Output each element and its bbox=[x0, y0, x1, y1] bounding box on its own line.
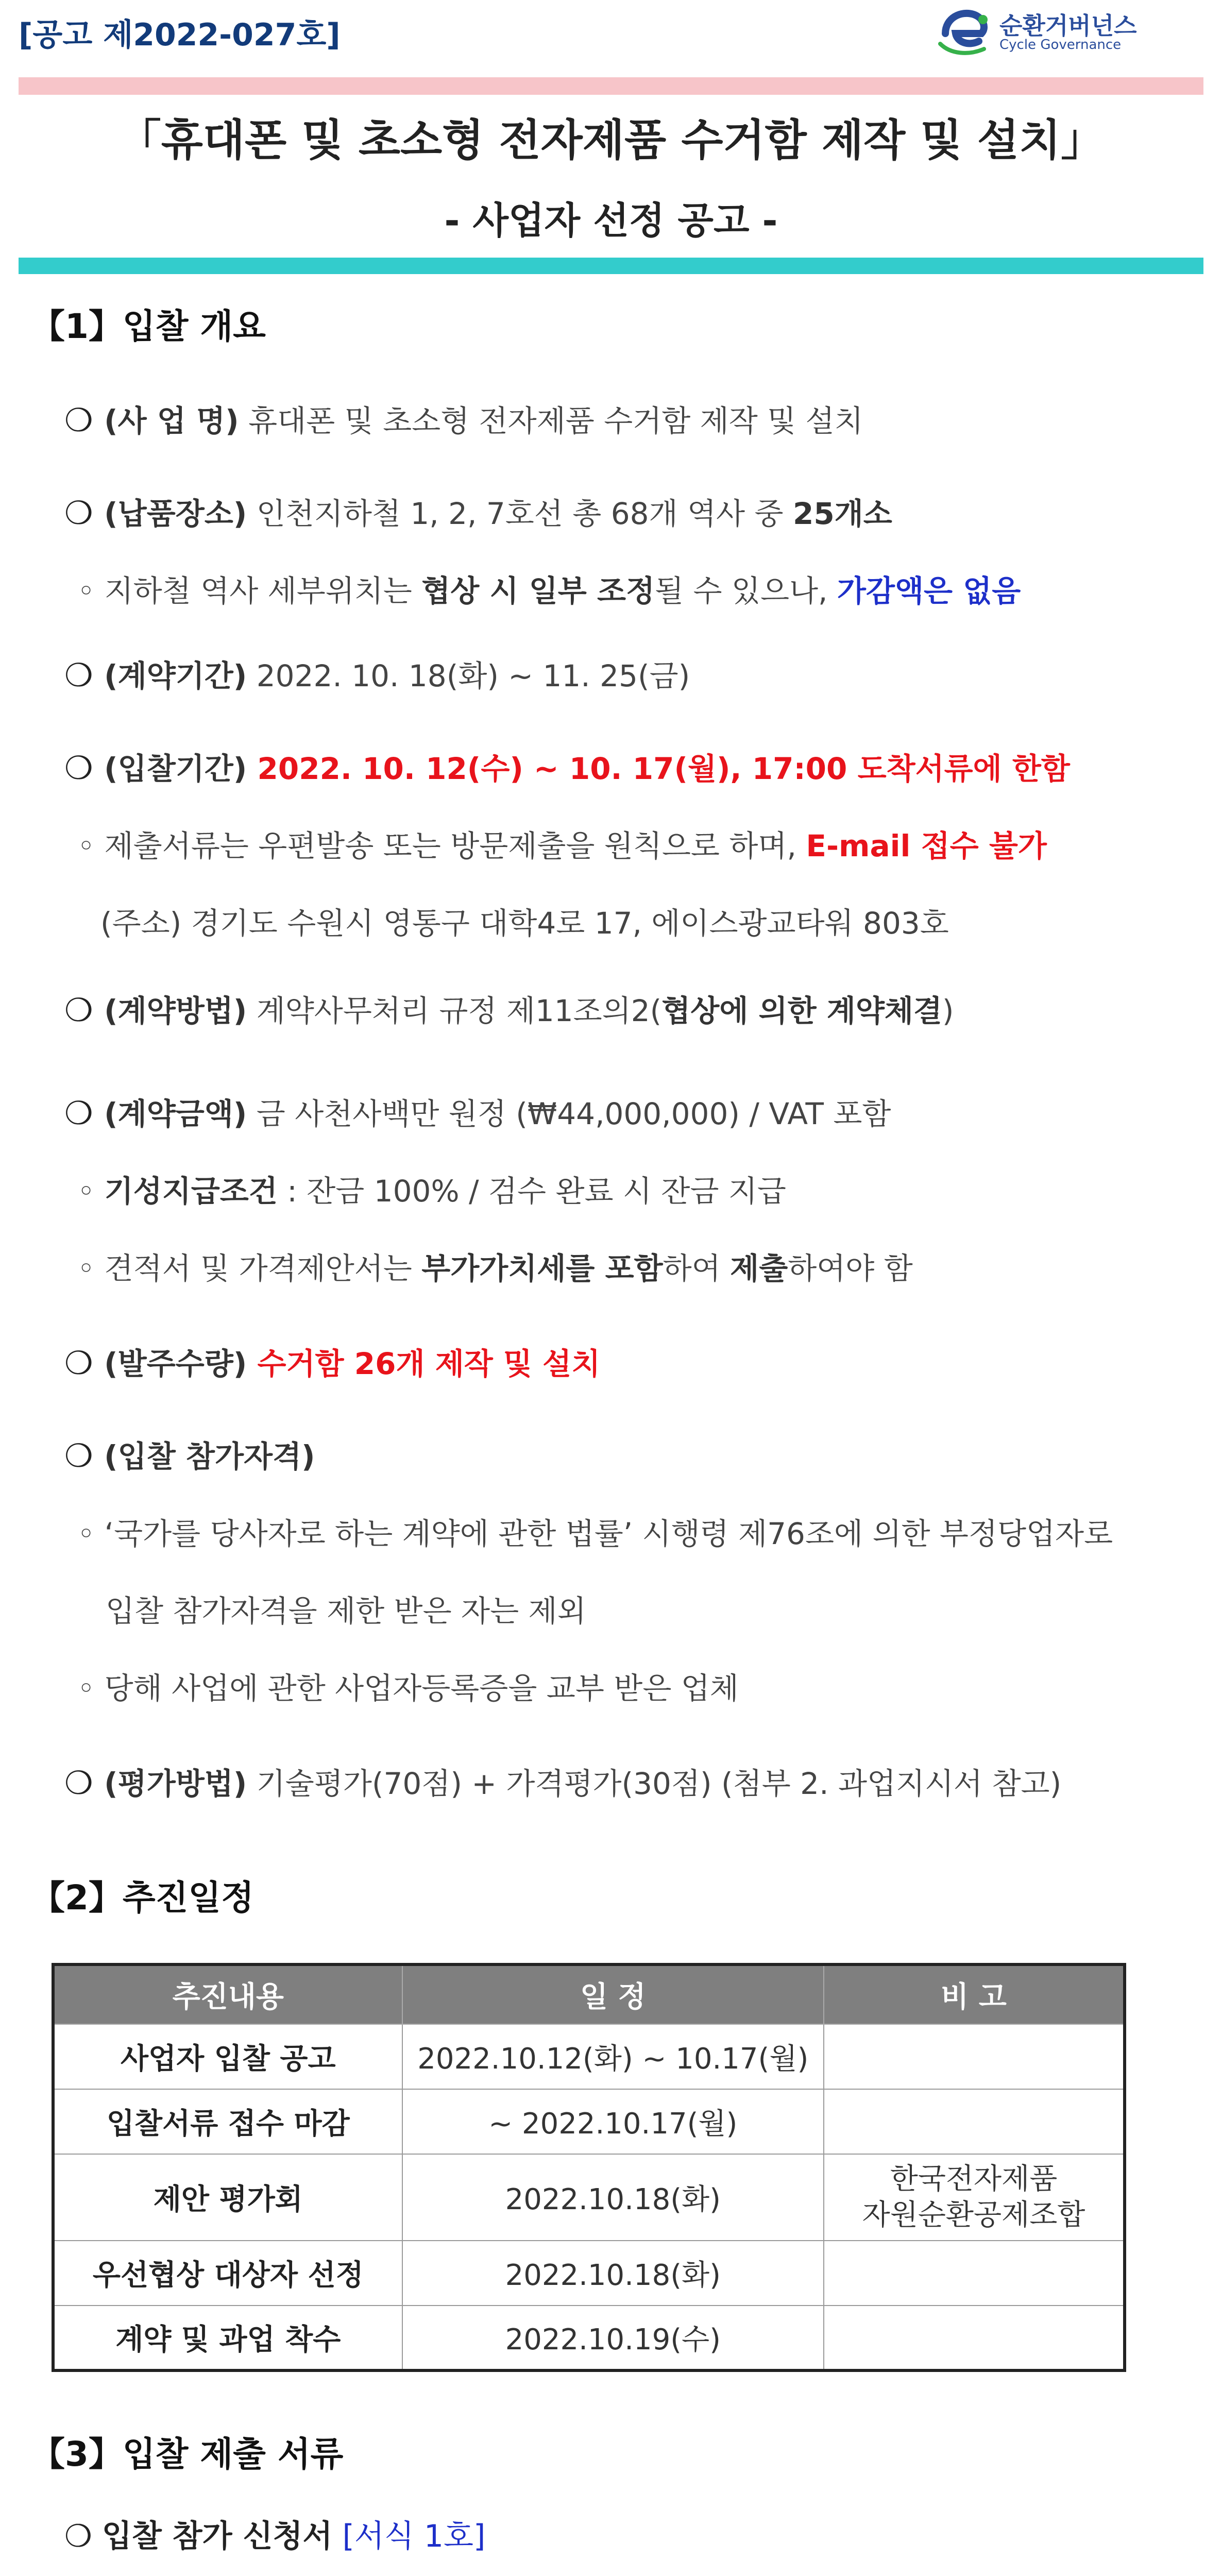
column-header: 일 정 bbox=[402, 1964, 824, 2024]
table-header-row bbox=[53, 1964, 1125, 2024]
note-line: 자원순환공제조합 bbox=[862, 2198, 1085, 2232]
evaluation-method-value: 기술평가(70점) + 가격평가(30점) (첨부 2. 과업지시서 참고) bbox=[247, 1766, 1062, 1801]
payment-terms-note bbox=[77, 1167, 786, 1210]
section-2-heading: 【2】추진일정 bbox=[31, 1878, 254, 1918]
note-bold: 협상 시 일부 조정 bbox=[421, 573, 655, 608]
schedule-item: 제안 평가회 bbox=[53, 2154, 402, 2241]
form-reference: [서식 1호] bbox=[342, 2518, 486, 2554]
qualification-note-1-cont: 입찰 참가자격을 제한 받은 자는 제외 bbox=[106, 1594, 586, 1629]
pink-divider bbox=[19, 77, 1203, 95]
contract-amount-value: 금 사천사백만 원정 (₩44,000,000) / VAT 포함 bbox=[247, 1096, 891, 1131]
table-row bbox=[53, 2154, 1125, 2241]
contract-amount-label: (계약금액) bbox=[104, 1096, 247, 1131]
dot-bullet-icon: ◦ bbox=[77, 1174, 105, 1209]
delivery-place-row bbox=[64, 489, 892, 533]
project-name-label: (사 업 명) bbox=[104, 403, 239, 438]
schedule-note bbox=[824, 2306, 1125, 2370]
contract-method-value: 계약사무처리 규정 제11조의2( bbox=[247, 993, 662, 1028]
payment-terms-label: 기성지급조건 bbox=[104, 1174, 278, 1209]
evaluation-method-label: (평가방법) bbox=[104, 1766, 247, 1801]
teal-divider bbox=[19, 258, 1203, 274]
note-text: 될 수 있으나, bbox=[655, 573, 837, 608]
schedule-item: 우선협상 대상자 선정 bbox=[53, 2241, 402, 2306]
schedule-note bbox=[824, 2089, 1125, 2154]
circle-bullet-icon: ❍ bbox=[64, 401, 105, 439]
logo-name: 순환거버넌스 bbox=[999, 12, 1137, 40]
note-text: 당해 사업에 관한 사업자등록증을 교부 받은 업체 bbox=[104, 1671, 739, 1706]
dot-bullet-icon: ◦ bbox=[77, 1516, 105, 1551]
payment-terms-value: : 잔금 100% / 검수 완료 시 잔금 지급 bbox=[277, 1174, 786, 1209]
no-price-change-note: 가감액은 없음 bbox=[837, 573, 1021, 608]
bid-submission-note bbox=[77, 822, 1047, 865]
notice-number: [공고 제2022-027호] bbox=[19, 17, 341, 53]
circle-bullet-icon: ❍ bbox=[64, 749, 105, 787]
dot-bullet-icon: ◦ bbox=[77, 1671, 105, 1706]
circle-bullet-icon: ❍ bbox=[64, 1764, 105, 1802]
contract-period-row bbox=[64, 652, 690, 695]
dot-bullet-icon: ◦ bbox=[77, 828, 105, 863]
qualification-label: (입찰 참가자격) bbox=[104, 1439, 315, 1474]
order-quantity-row bbox=[64, 1340, 600, 1383]
dot-bullet-icon: ◦ bbox=[77, 573, 105, 608]
column-header: 비 고 bbox=[824, 1964, 1125, 2024]
qualification-row bbox=[64, 1432, 315, 1476]
circle-bullet-icon: ❍ bbox=[64, 991, 105, 1029]
schedule-table bbox=[52, 1963, 1126, 2372]
contract-method-row bbox=[64, 987, 954, 1030]
schedule-note bbox=[824, 2241, 1125, 2306]
logo-mark-icon bbox=[938, 5, 994, 57]
circle-bullet-icon: ❍ bbox=[64, 1437, 105, 1475]
order-quantity-value: 수거함 26개 제작 및 설치 bbox=[247, 1346, 601, 1381]
contract-amount-row bbox=[64, 1090, 891, 1133]
delivery-place-count: 25개소 bbox=[792, 496, 892, 531]
schedule-date: ~ 2022.10.17(월) bbox=[402, 2089, 824, 2154]
schedule-date: 2022.10.18(화) bbox=[402, 2154, 824, 2241]
bid-period-label: (입찰기간) bbox=[104, 751, 247, 786]
schedule-item: 사업자 입찰 공고 bbox=[53, 2024, 402, 2089]
table-row bbox=[53, 2089, 1125, 2154]
note-text: 하여야 함 bbox=[788, 1251, 913, 1286]
note-text: 제출서류는 우편발송 또는 방문제출을 원칙으로 하며, bbox=[104, 828, 806, 863]
table-row bbox=[53, 2024, 1125, 2089]
dot-bullet-icon: ◦ bbox=[77, 1251, 105, 1286]
schedule-note bbox=[824, 2154, 1125, 2241]
document-subtitle: - 사업자 선정 공고 - bbox=[444, 199, 778, 242]
note-text: ‘국가를 당사자로 하는 계약에 관한 법률’ 시행령 제76조에 의한 부정당업자로 bbox=[104, 1516, 1113, 1551]
circle-bullet-icon: ❍ bbox=[64, 494, 105, 532]
table-row bbox=[53, 2306, 1125, 2370]
circle-bullet-icon: ❍ bbox=[64, 2518, 102, 2554]
column-header: 추진내용 bbox=[53, 1964, 402, 2024]
schedule-date: 2022.10.12(화) ~ 10.17(월) bbox=[402, 2024, 824, 2089]
order-quantity-label: (발주수량) bbox=[104, 1346, 247, 1381]
document-title: 「휴대폰 및 초소형 전자제품 수거함 제작 및 설치」 bbox=[117, 115, 1105, 165]
note-text: 지하철 역사 세부위치는 bbox=[104, 573, 422, 608]
schedule-date: 2022.10.18(화) bbox=[402, 2241, 824, 2306]
schedule-item: 입찰서류 접수 마감 bbox=[53, 2089, 402, 2154]
cycle-governance-logo bbox=[938, 5, 1206, 57]
note-bold: 부가가치세를 포함 bbox=[421, 1251, 663, 1286]
logo-subtitle: Cycle Governance bbox=[999, 37, 1122, 53]
project-name-row bbox=[64, 397, 863, 440]
qualification-note-2 bbox=[77, 1664, 739, 1707]
delivery-place-note bbox=[77, 567, 1021, 610]
schedule-date: 2022.10.19(수) bbox=[402, 2306, 824, 2370]
schedule-note bbox=[824, 2024, 1125, 2089]
section-3-heading: 【3】입찰 제출 서류 bbox=[31, 2434, 344, 2474]
qualification-note-1 bbox=[77, 1510, 1113, 1553]
circle-bullet-icon: ❍ bbox=[64, 656, 105, 694]
section-1-heading: 【1】입찰 개요 bbox=[31, 307, 266, 346]
table-row bbox=[53, 2241, 1125, 2306]
evaluation-method-row bbox=[64, 1759, 1061, 1803]
vat-note bbox=[77, 1244, 913, 1287]
no-email-note: E-mail 접수 불가 bbox=[806, 828, 1047, 863]
bid-period-value: 2022. 10. 12(수) ~ 10. 17(월), 17:00 도착서류에 한함 bbox=[247, 751, 1070, 786]
bid-period-row bbox=[64, 744, 1070, 788]
project-name-value: 휴대폰 및 초소형 전자제품 수거함 제작 및 설치 bbox=[239, 403, 863, 438]
contract-method-label: (계약방법) bbox=[104, 993, 247, 1028]
schedule-item: 계약 및 과업 착수 bbox=[53, 2306, 402, 2370]
contract-method-bold: 협상에 의한 계약체결 bbox=[661, 993, 942, 1028]
delivery-place-value: 인천지하철 1, 2, 7호선 총 68개 역사 중 bbox=[247, 496, 793, 531]
contract-method-end: ) bbox=[942, 993, 954, 1028]
circle-bullet-icon: ❍ bbox=[64, 1344, 105, 1382]
note-line: 한국전자제품 bbox=[890, 2162, 1058, 2196]
note-text: 견적서 및 가격제안서는 bbox=[104, 1251, 422, 1286]
contract-period-value: 2022. 10. 18(화) ~ 11. 25(금) bbox=[247, 658, 690, 693]
contract-period-label: (계약기간) bbox=[104, 658, 247, 693]
document-item bbox=[64, 2512, 485, 2556]
note-text: 하여 bbox=[663, 1251, 731, 1286]
document-name: 입찰 참가 신청서 bbox=[101, 2518, 333, 2554]
delivery-place-label: (납품장소) bbox=[104, 496, 247, 531]
note-bold: 제출 bbox=[730, 1251, 788, 1286]
submission-address: (주소) 경기도 수원시 영통구 대학4로 17, 에이스광교타워 803호 bbox=[100, 906, 949, 941]
circle-bullet-icon: ❍ bbox=[64, 1094, 105, 1132]
